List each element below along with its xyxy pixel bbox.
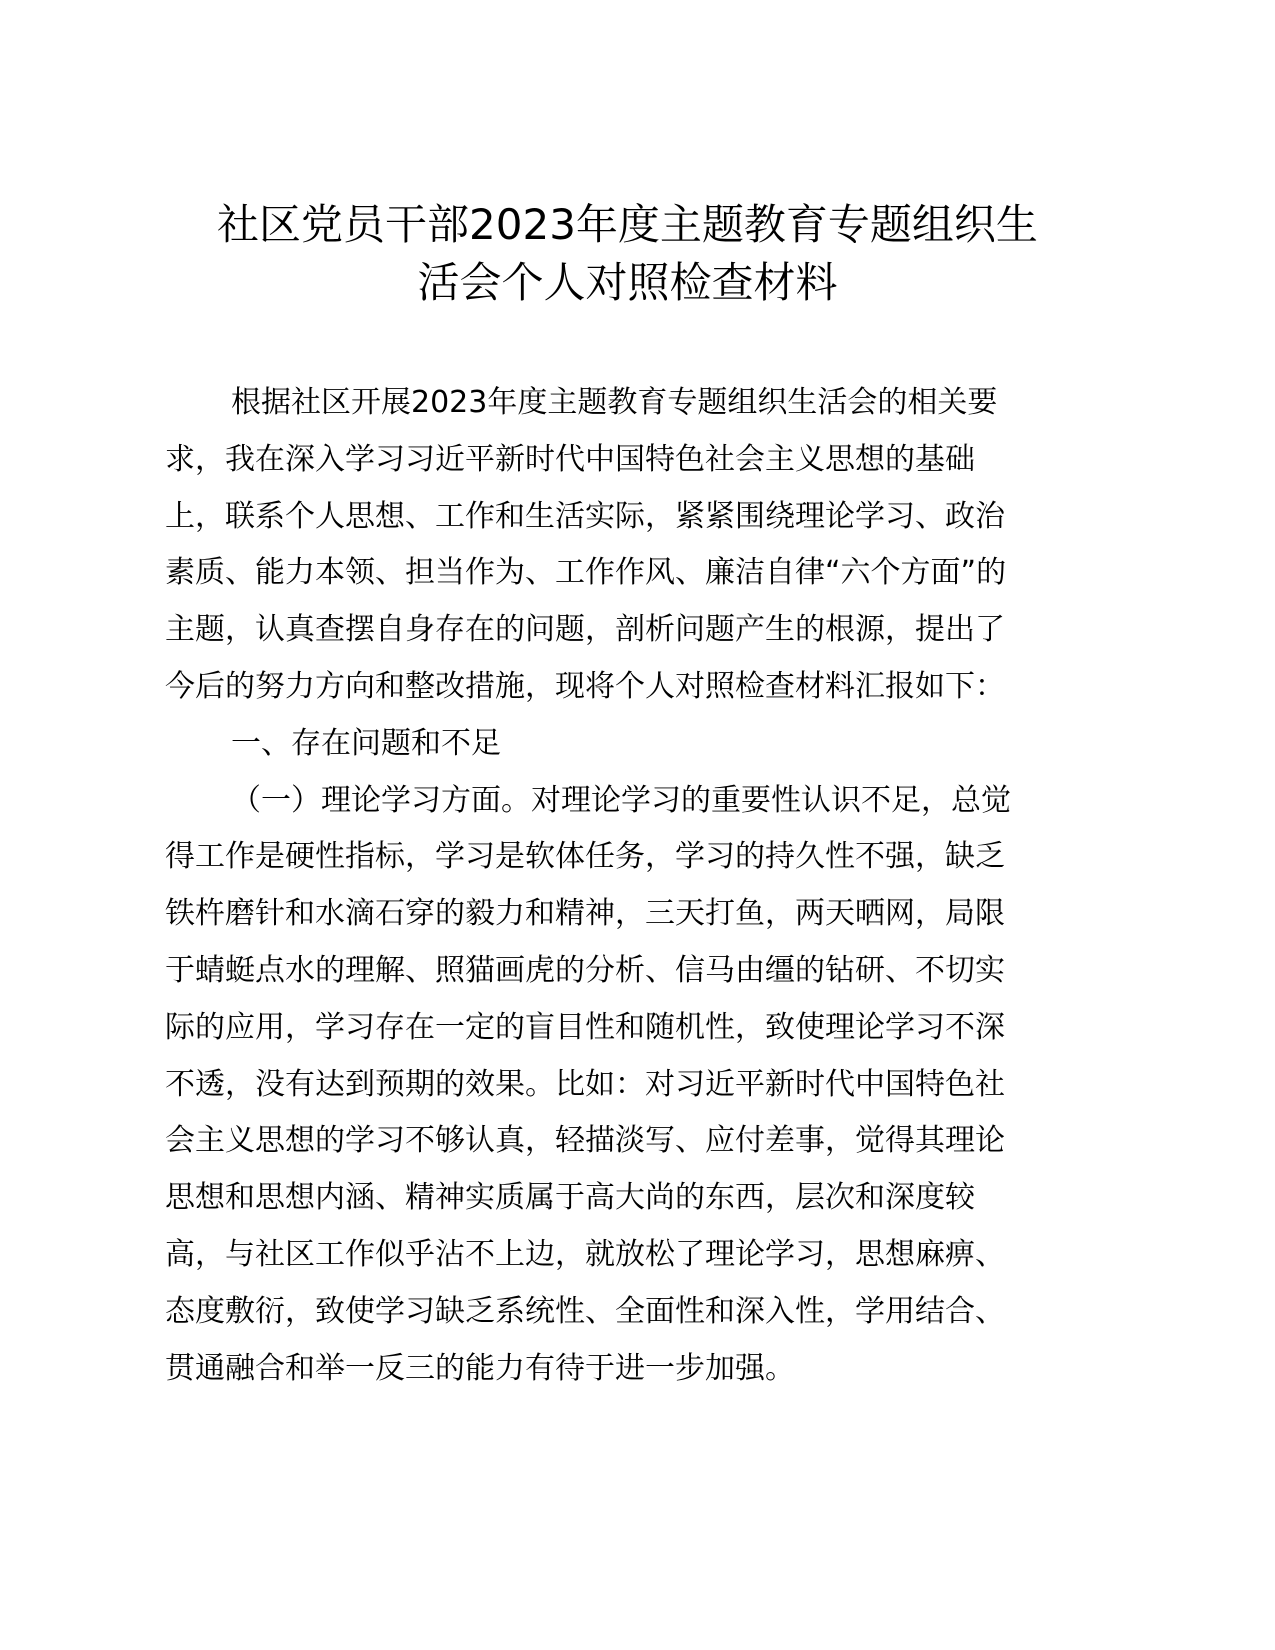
paragraph-line: 得工作是硬性指标，学习是软体任务，学习的持久性不强，缺乏 [165,839,1005,875]
paragraph-line: 高，与社区工作似乎沾不上边，就放松了理论学习，思想麻痹、 [165,1236,1005,1272]
title-line-2: 活会个人对照检查材料 [417,258,838,307]
paragraph-line: 态度敷衍，致使学习缺乏系统性、全面性和深入性，学用结合、 [165,1293,1005,1329]
paragraph-line: 素质、能力本领、担当作为、工作作风、廉洁自律“六个方面”的 [165,555,1007,591]
paragraph-line: （一）理论学习方面。对理论学习的重要性认识不足，总觉 [231,782,1011,818]
paragraph-line: 上，联系个人思想、工作和生活实际，紧紧围绕理论学习、政治 [165,498,1005,534]
paragraph-line: 思想和思想内涵、精神实质属于高大尚的东西，层次和深度较 [165,1180,975,1216]
paragraph-line: 主题，认真查摆自身存在的问题，剖析问题产生的根源，提出了 [165,612,1005,648]
paragraph-line: 贯通融合和举一反三的能力有待于进一步加强。 [165,1350,795,1386]
paragraph-line: 求，我在深入学习习近平新时代中国特色社会主义思想的基础 [165,441,975,477]
paragraph-line: 根据社区开展2023年度主题教育专题组织生活会的相关要 [231,385,998,420]
paragraph-line: 今后的努力方向和整改措施，现将个人对照检查材料汇报如下： [165,668,1005,704]
paragraph-line: 不透，没有达到预期的效果。比如：对习近平新时代中国特色社 [165,1066,1005,1102]
document-title [165,196,1090,312]
title-line-1: 社区党员干部2023年度主题教育专题组织生 [217,200,1038,249]
section-heading: 一、存在问题和不足 [231,725,501,761]
paragraph-line: 于蜻蜓点水的理解、照猫画虎的分析、信马由缰的钻研、不切实 [165,952,1005,988]
paragraph-line: 际的应用，学习存在一定的盲目性和随机性，致使理论学习不深 [165,1009,1005,1045]
document-body [165,375,1090,1397]
paragraph-line: 会主义思想的学习不够认真，轻描淡写、应付差事，觉得其理论 [165,1123,1005,1159]
paragraph-line: 铁杵磨针和水滴石穿的毅力和精神，三天打鱼，两天晒网，局限 [165,896,1005,932]
